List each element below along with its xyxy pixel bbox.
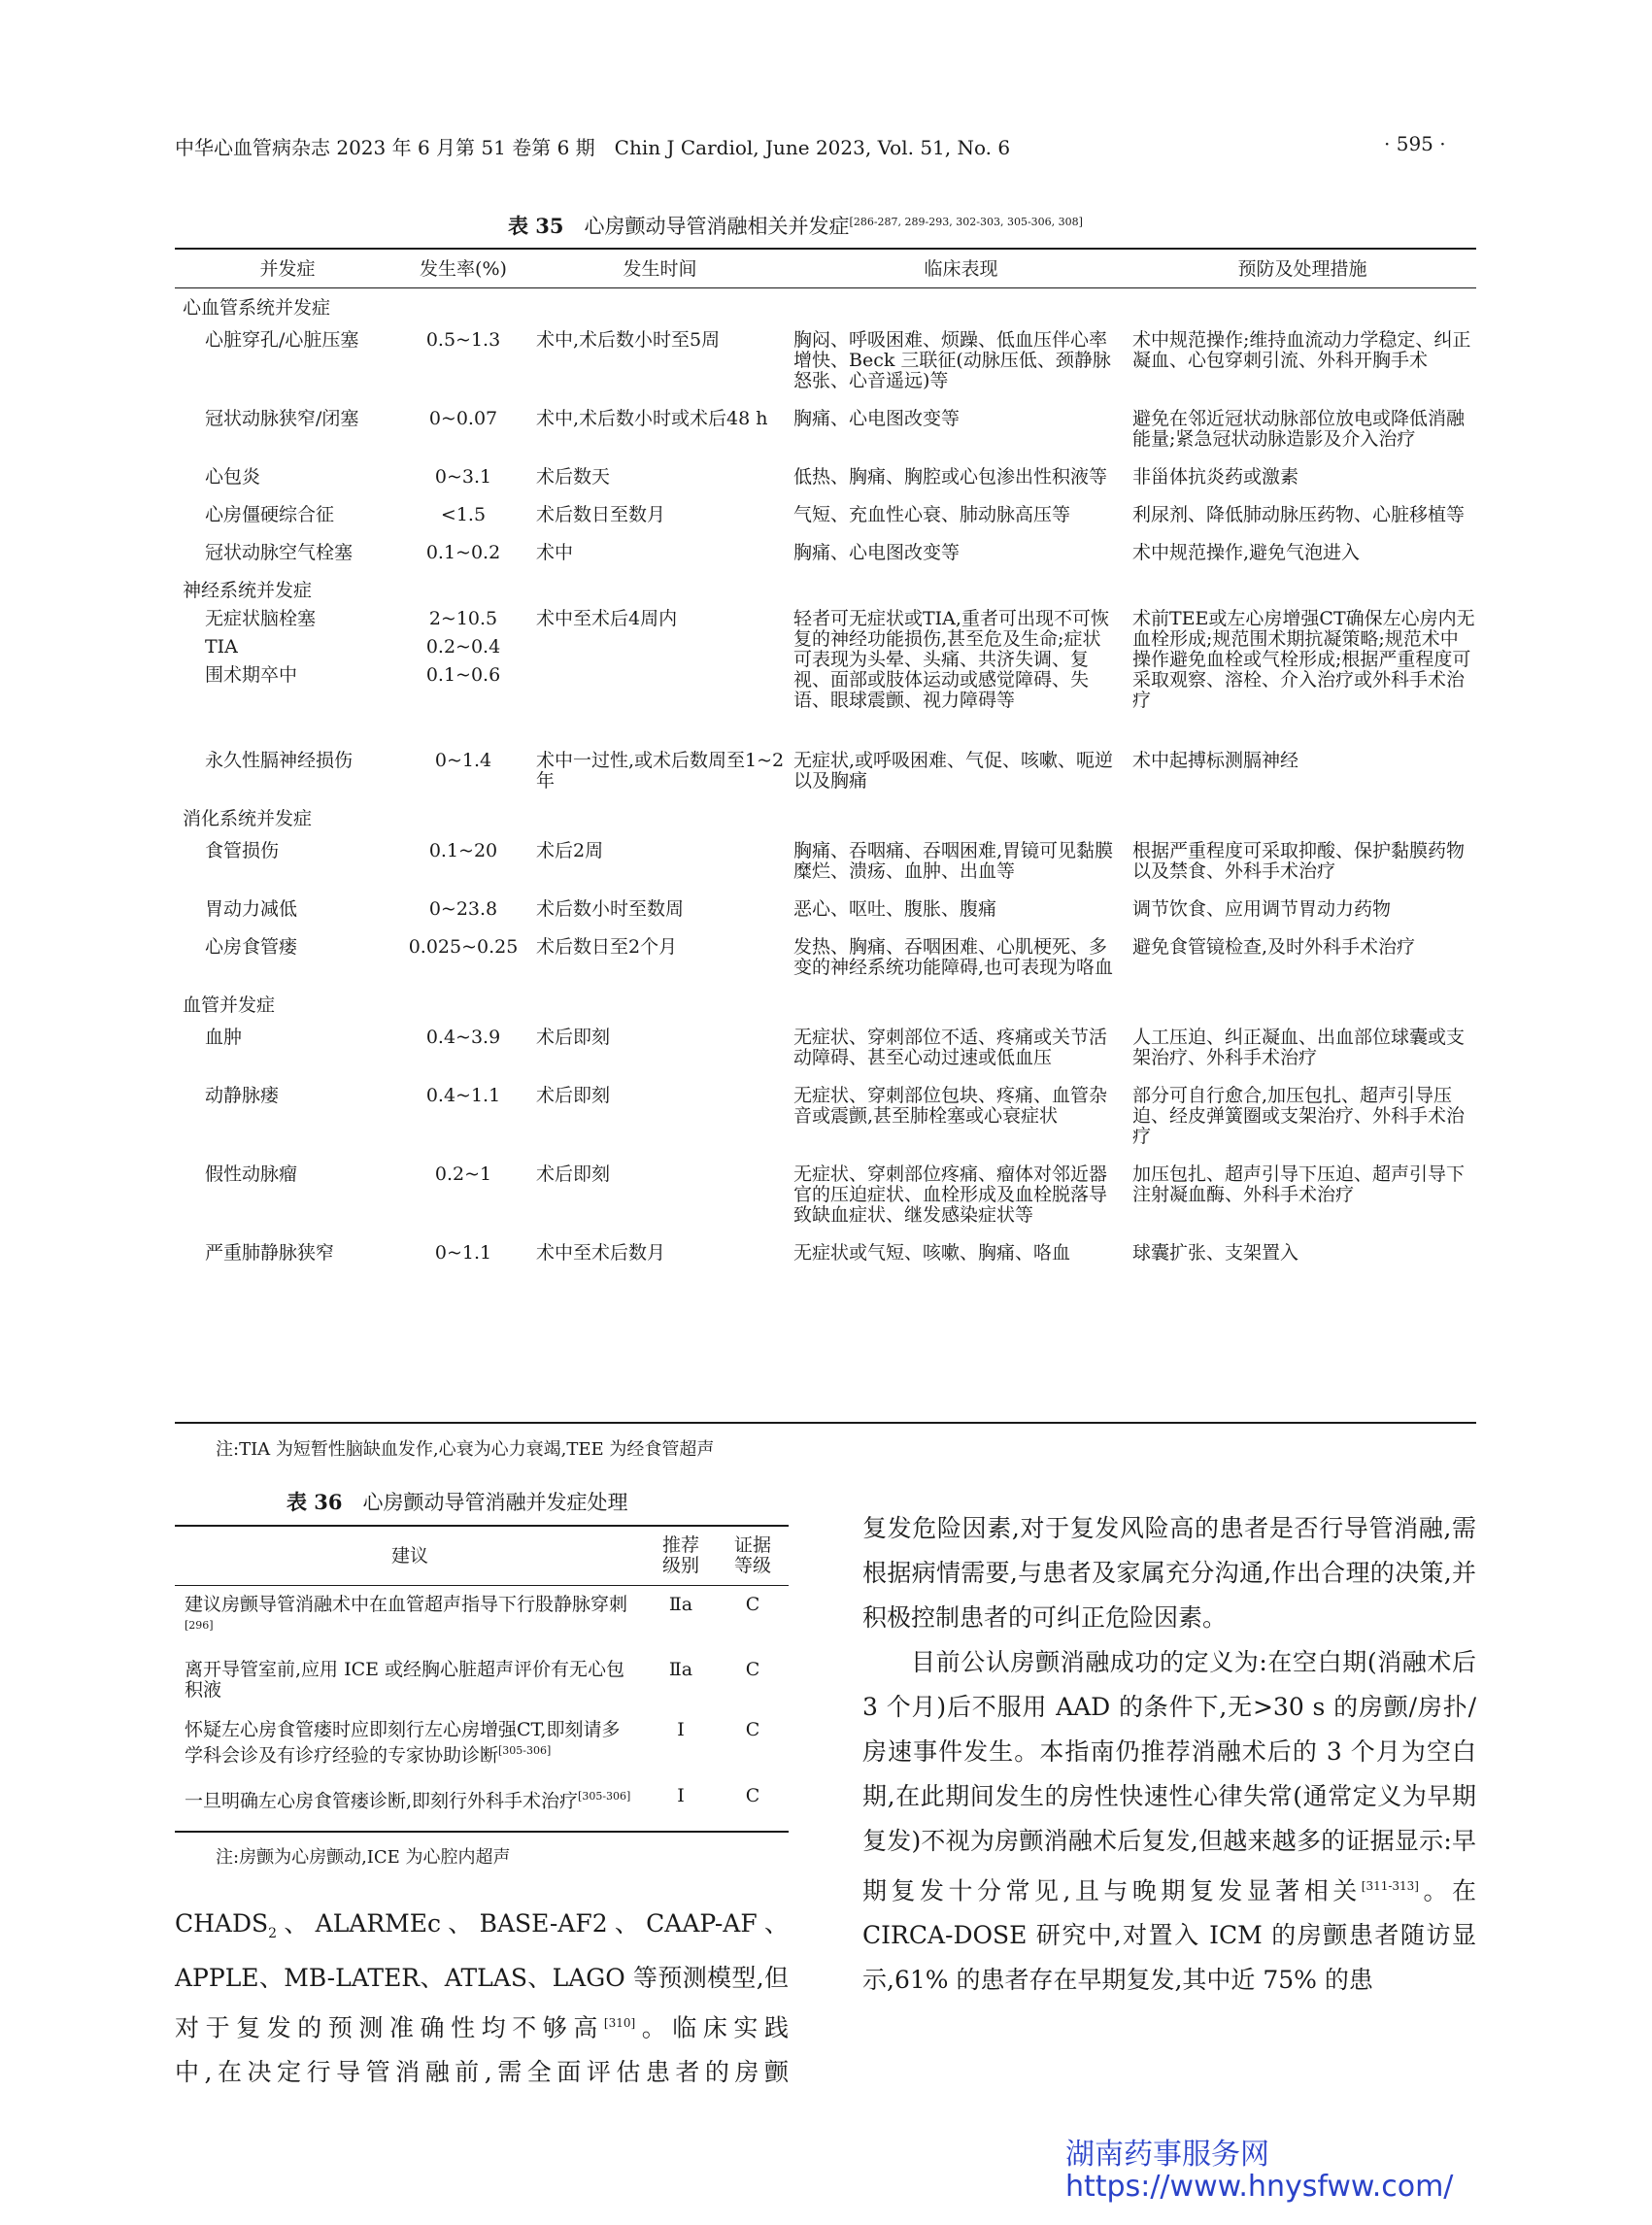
left-line-1-rest: 、ALARMEc、BASE-AF2、CAAP-AF、 [277, 1909, 789, 1938]
table36-col-recommendation: 建议 [390, 1544, 428, 1567]
table35-label: 表 35 [508, 214, 564, 238]
page-number: · 595 · [1384, 132, 1446, 155]
right-paragraph-2-text: 目前公认房颤消融成功的定义为:在空白期(消融术后 3 个月)后不服用 AAD 的条件下,无>30 s 的房颤/房扑/房速事件发生。本指南仍推荐消融术后的 3 个月为空白期,在此期间发生的房性快速性心律失常(通常定义为早期复发)不视为房颤消融术后复发,但越来越多的证据显示:早期复发十分常见,且与晚期复发显著相关 [862, 1648, 1476, 1905]
prevention-treatment: 利尿剂、降低肺动脉压药物、心脏移植等 [1132, 504, 1466, 525]
table35-row [175, 927, 1476, 986]
prevention-treatment: 调节饮食、应用调节胃动力药物 [1132, 898, 1392, 920]
table35-col-clinical: 临床表现 [924, 257, 998, 280]
incidence-rate: 0~1.1 [434, 1242, 492, 1264]
table35 [175, 250, 1476, 1271]
clinical-manifestation: 恶心、呕吐、腹胀、腹痛 [793, 898, 997, 920]
table36-row [175, 1776, 789, 1821]
onset-time: 术后2周 [536, 840, 604, 861]
recommendation-cell [175, 1776, 645, 1821]
recommendation-cell [175, 1710, 645, 1775]
onset-time: 术中至术后数月 [536, 1242, 666, 1264]
incidence-rate: 0.5~1.3 [425, 329, 501, 351]
onset-time: 术中,术后数小时或术后48 h [536, 408, 768, 429]
recommendation-ref: [305-306] [498, 1744, 552, 1758]
incidence-rate: 0.025~0.25 [408, 936, 519, 958]
table35-note: 注:TIA 为短暂性脑缺血发作,心衰为心力衰竭,TEE 为经食管超声 [216, 1439, 715, 1460]
chads-subscript: 2 [268, 1926, 278, 1941]
left-line-3-tail: 。临床实践 [635, 2013, 789, 2042]
table35-row [175, 533, 1476, 571]
incidence-rate: 0.4~1.1 [425, 1085, 501, 1106]
table36-title: 心房颤动导管消融并发症处理 [362, 1491, 628, 1514]
table36-note: 注:房颤为心房颤动,ICE 为心腔内超声 [216, 1847, 511, 1868]
table35-row [175, 890, 1476, 927]
evidence-level: C [745, 1594, 760, 1615]
table35-col-time: 发生时间 [623, 257, 697, 280]
prevention-treatment: 术中起搏标测膈神经 [1132, 750, 1299, 771]
complication-name: 假性动脉瘤 [205, 1163, 298, 1185]
clinical-manifestation: 胸闷、呼吸困难、烦躁、低血压伴心率增快、Beck 三联征(动脉压低、颈静脉怒张、心音遥远)等 [793, 329, 1111, 391]
onset-time: 术后数天 [536, 466, 611, 488]
level-header-text: 证据等级 [733, 1534, 771, 1576]
incidence-rate: 0.1~20 [428, 840, 498, 861]
recommendation-text: 建议房颤导管消融术中在血管超声指导下行股静脉穿刺 [185, 1594, 628, 1615]
table35-caption [508, 211, 1083, 240]
recommendation-ref: [305-306] [578, 1789, 631, 1803]
incidence-rate: 0.4~3.9 [425, 1027, 501, 1048]
recommendation-class: Ⅰ [677, 1784, 685, 1806]
onset-time: 术后即刻 [536, 1085, 611, 1106]
right-column-text [862, 1506, 1476, 2003]
table36-row [175, 1650, 789, 1710]
clinical-manifestation: 无症状或气短、咳嗽、胸痛、咯血 [793, 1242, 1071, 1264]
prevention-treatment: 部分可自行愈合,加压包扎、超声引导压迫、经皮弹簧圈或支架治疗、外科手术治疗 [1132, 1085, 1466, 1147]
class-header-text: 推荐级别 [661, 1534, 699, 1576]
complication-name: 食管损伤 [205, 840, 280, 861]
clinical-manifestation: 胸痛、吞咽痛、吞咽困难,胃镜可见黏膜糜烂、溃疡、血肿、出血等 [793, 840, 1114, 882]
clinical-manifestation: 无症状、穿刺部位疼痛、瘤体对邻近器官的压迫症状、血栓形成及血栓脱落导致缺血症状、继发感染症状等 [793, 1163, 1108, 1226]
evidence-level: C [745, 1784, 760, 1806]
incidence-rate: 2~10.5 [428, 608, 498, 629]
table36-col-level [717, 1527, 789, 1585]
prevention-treatment: 球囊扩张、支架置入 [1132, 1242, 1299, 1264]
ref-310: [310] [603, 2016, 636, 2030]
table35-title: 心房颤动导管消融相关并发症 [584, 215, 850, 238]
recommendation-text: 怀疑左心房食管瘘时应即刻行左心房增强CT,即刻请多学科会诊及有诊疗经验的专家协助诊断 [185, 1719, 621, 1767]
recommendation-cell [175, 1585, 645, 1650]
onset-time: 术中,术后数小时至5周 [536, 329, 721, 351]
table35-bottom-rule [175, 1422, 1476, 1424]
right-paragraph-1: 复发危险因素,对于复发风险高的患者是否行导管消融,需根据病情需要,与患者及家属充分沟通,作出合理的决策,并积极控制患者的可纠正危险因素。 [862, 1514, 1476, 1632]
prevention-treatment: 避免在邻近冠状动脉部位放电或降低消融能量;紧急冠状动脉造影及介入治疗 [1132, 408, 1466, 450]
left-line-3-text: 对于复发的预测准确性均不够高 [175, 2013, 604, 2042]
prevention-treatment: 术前TEE或左心房增强CT确保左心房内无血栓形成;规范围术期抗凝策略;规范术中操作避免血栓或气栓形成;根据严重程度可采取观察、溶栓、介入治疗或外科手术治疗 [1132, 608, 1475, 711]
table35-row [175, 1233, 1476, 1271]
prevention-treatment: 非甾体抗炎药或激素 [1132, 466, 1299, 488]
table35-refs: [286-287, 289-293, 302-303, 305-306, 308] [849, 216, 1083, 228]
table35-row [175, 457, 1476, 495]
recommendation-text: 离开导管室前,应用 ICE 或经胸心脏超声评价有无心包积液 [185, 1659, 625, 1702]
prevention-treatment: 术中规范操作,避免气泡进入 [1132, 542, 1361, 563]
clinical-manifestation: 无症状、穿刺部位不适、疼痛或关节活动障碍、甚至心动过速或低血压 [793, 1027, 1108, 1068]
left-line: APPLE、MB-LATER、ATLAS、LAGO 等预测模型,但 [175, 1964, 789, 1992]
complication-name: 无症状脑栓塞 [205, 608, 317, 629]
incidence-rate: <1.5 [440, 504, 487, 525]
watermark-url: https://www.hnysfww.com/ [1065, 2170, 1454, 2204]
complication-name: 冠状动脉空气栓塞 [205, 542, 354, 563]
onset-time: 术后数日至2个月 [536, 936, 678, 958]
complication-name: TIA [205, 636, 238, 657]
table36-header-row [175, 1527, 789, 1585]
table36-col-class [645, 1527, 717, 1585]
onset-time: 术后数小时至数周 [536, 898, 685, 920]
recommendation-class: Ⅱa [668, 1594, 693, 1615]
table35-section-row [175, 799, 1476, 831]
clinical-manifestation: 轻者可无症状或TIA,重者可出现不可恢复的神经功能损伤,甚至危及生命;症状可表现为头晕、头痛、共济失调、复视、面部或肢体运动或感觉障碍、失语、眼球震颤、视力障碍等 [793, 608, 1109, 711]
onset-time: 术中 [536, 542, 574, 563]
table36-row [175, 1585, 789, 1650]
recommendation-text: 一旦明确左心房食管瘘诊断,即刻行外科手术治疗 [185, 1789, 579, 1811]
recommendation-class: Ⅱa [668, 1659, 693, 1681]
section-title: 心血管系统并发症 [183, 297, 331, 319]
table35-section-row [175, 288, 1476, 320]
incidence-rate: 0.1~0.2 [425, 542, 501, 563]
table35-row [175, 1155, 1476, 1233]
watermark-title: 湖南药事服务网 [1065, 2138, 1269, 2172]
table36 [175, 1527, 789, 1821]
table35-row [175, 831, 1476, 890]
evidence-level: C [745, 1719, 760, 1741]
onset-time: 术中一过性,或术后数周至1~2年 [536, 750, 785, 792]
right-paragraph-2-end: 。在 CIRCA-DOSE 研究中,对置入 ICM 的房颤患者随访显示,61% 的患者存在早期复发,其中近 75% 的患 [862, 1876, 1476, 1995]
journal-header: 中华心血管病杂志 2023 年 6 月第 51 卷第 6 期 Chin J Cardiol, June 2023, Vol. 51, No. 6 [175, 136, 1011, 159]
left-line [175, 2001, 789, 2050]
incidence-rate: 0~1.4 [434, 750, 492, 771]
clinical-manifestation: 无症状、穿刺部位包块、疼痛、血管杂音或震颤,甚至肺栓塞或心衰症状 [793, 1085, 1108, 1127]
section-title: 神经系统并发症 [183, 580, 313, 601]
section-title: 消化系统并发症 [183, 808, 313, 829]
right-paragraph-2 [862, 1640, 1476, 2003]
section-title: 血管并发症 [183, 995, 276, 1016]
table35-row [175, 320, 1476, 399]
complication-name: 心包炎 [205, 466, 261, 488]
onset-time: 术后数日至数月 [536, 504, 666, 525]
incidence-rate: 0.2~1 [434, 1163, 492, 1185]
prevention-treatment: 避免食管镜检查,及时外科手术治疗 [1132, 936, 1416, 958]
complication-name: 心房僵硬综合征 [205, 504, 335, 525]
table35-row [175, 495, 1476, 533]
incidence-rate: 0~23.8 [428, 898, 498, 920]
table35-row [175, 603, 1476, 631]
onset-time: 术中至术后4周内 [536, 608, 678, 629]
complication-name: 冠状动脉狭窄/闭塞 [205, 408, 359, 429]
table35-col-treatment: 预防及处理措施 [1237, 257, 1367, 280]
table36-bottom-rule [175, 1831, 789, 1833]
incidence-rate: 0.1~0.6 [425, 664, 501, 686]
table35-row [175, 1018, 1476, 1076]
table35-section-row [175, 571, 1476, 603]
left-column-text [175, 1902, 789, 2095]
table35-header-row [175, 250, 1476, 288]
prevention-treatment: 术中规范操作;维持血流动力学稳定、纠正凝血、心包穿刺引流、外科开胸手术 [1132, 329, 1471, 371]
incidence-rate: 0~3.1 [434, 466, 492, 488]
complication-name: 心脏穿孔/心脏压塞 [205, 329, 359, 351]
clinical-manifestation: 无症状,或呼吸困难、气促、咳嗽、呃逆以及胸痛 [793, 750, 1114, 792]
table35-row [175, 399, 1476, 457]
clinical-manifestation: 低热、胸痛、胸腔或心包渗出性积液等 [793, 466, 1108, 488]
left-line: $CHADS_2$、ALARMEc、BASE-AF2、CAAP-AF、 [175, 1909, 789, 1941]
prevention-treatment: 加压包扎、超声引导下压迫、超声引导下注射凝血酶、外科手术治疗 [1132, 1163, 1466, 1205]
clinical-manifestation: 胸痛、心电图改变等 [793, 542, 961, 563]
incidence-rate: 0.2~0.4 [425, 636, 501, 657]
right-paragraph-2-ref: [311-313] [1361, 1879, 1419, 1893]
prevention-treatment: 人工压迫、纠正凝血、出血部位球囊或支架治疗、外科手术治疗 [1132, 1027, 1466, 1068]
prevention-treatment: 根据严重程度可采取抑酸、保护黏膜药物以及禁食、外科手术治疗 [1132, 840, 1466, 882]
clinical-manifestation: 胸痛、心电图改变等 [793, 408, 961, 429]
complication-name: 胃动力减低 [205, 898, 298, 920]
recommendation-class: Ⅰ [677, 1719, 685, 1741]
table36-label: 表 36 [287, 1490, 343, 1514]
evidence-level: C [745, 1659, 760, 1681]
clinical-manifestation: 气短、充血性心衰、肺动脉高压等 [793, 504, 1071, 525]
incidence-rate: 0~0.07 [428, 408, 498, 429]
table36-row [175, 1710, 789, 1775]
recommendation-ref: [296] [185, 1619, 214, 1632]
complication-name: 永久性膈神经损伤 [205, 750, 354, 771]
complication-name: 血肿 [205, 1027, 243, 1048]
recommendation-cell [175, 1650, 645, 1710]
table35-row [175, 1076, 1476, 1155]
complication-name: 心房食管瘘 [205, 936, 298, 958]
table35-section-row [175, 986, 1476, 1018]
table35-col-complication: 并发症 [259, 257, 316, 280]
table35-col-rate: 发生率(%) [420, 257, 507, 280]
complication-name: 严重肺静脉狭窄 [205, 1242, 335, 1264]
table36-caption [287, 1487, 628, 1516]
left-line: 中,在决定行导管消融前,需全面评估患者的房颤 [175, 2058, 789, 2087]
complication-name: 围术期卒中 [205, 664, 298, 686]
clinical-manifestation: 发热、胸痛、吞咽困难、心肌梗死、多变的神经系统功能障碍,也可表现为咯血 [793, 936, 1114, 978]
onset-time: 术后即刻 [536, 1027, 611, 1048]
table35-row [175, 741, 1476, 799]
onset-time: 术后即刻 [536, 1163, 611, 1185]
complication-name: 动静脉瘘 [205, 1085, 280, 1106]
